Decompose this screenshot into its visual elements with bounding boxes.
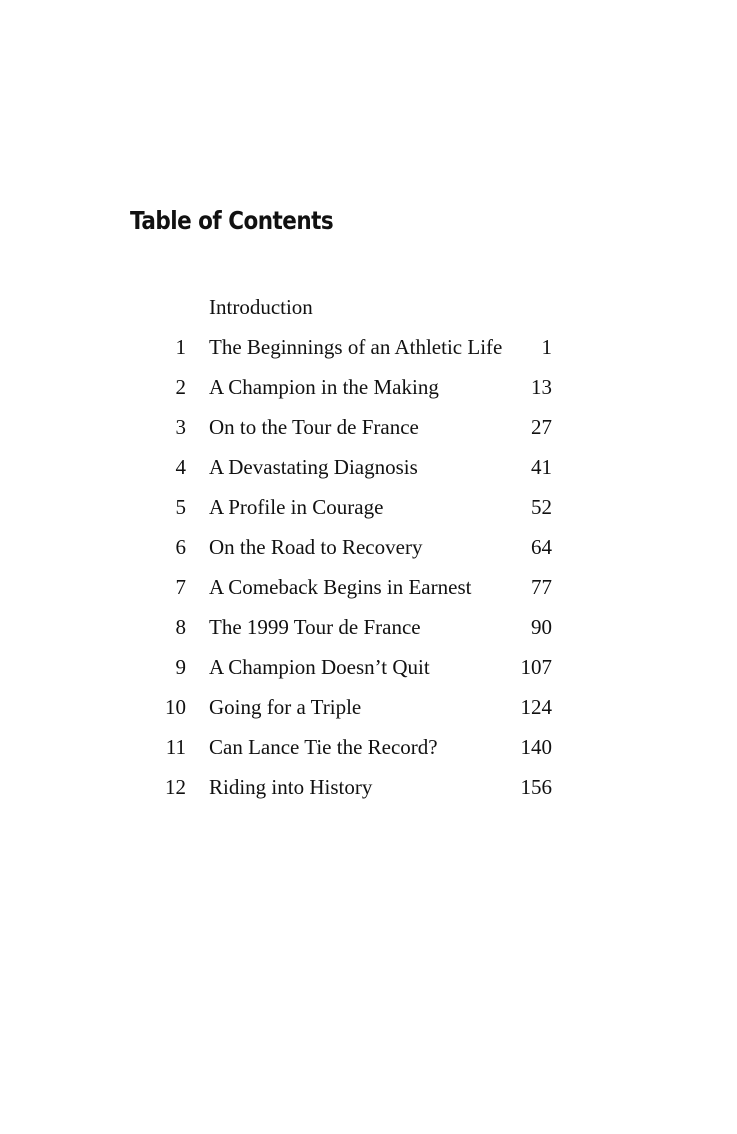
chapter-page-number: 107 bbox=[520, 655, 552, 679]
chapter-title: A Devastating Diagnosis bbox=[209, 455, 418, 479]
chapter-title: Introduction bbox=[209, 295, 313, 319]
chapter-number: 9 bbox=[175, 655, 186, 679]
chapter-number: 3 bbox=[175, 415, 186, 439]
chapter-page-number: 1 bbox=[541, 335, 552, 359]
chapter-title: Can Lance Tie the Record? bbox=[209, 735, 438, 759]
toc-entry-chapter-3 bbox=[0, 412, 737, 452]
chapter-number: 5 bbox=[175, 495, 186, 519]
toc-entry-introduction bbox=[0, 292, 737, 332]
toc-entry-chapter-2 bbox=[0, 372, 737, 412]
chapter-number: 2 bbox=[175, 375, 186, 399]
chapter-page-number: 156 bbox=[520, 775, 552, 799]
toc-entry-chapter-7 bbox=[0, 572, 737, 612]
chapter-page-number: 124 bbox=[520, 695, 552, 719]
toc-entry-chapter-4 bbox=[0, 452, 737, 492]
chapter-page-number: 27 bbox=[531, 415, 552, 439]
toc-entry-chapter-8 bbox=[0, 612, 737, 652]
chapter-title: The Beginnings of an Athletic Life bbox=[209, 335, 503, 359]
chapter-number: 7 bbox=[175, 575, 186, 599]
chapter-number: 1 bbox=[175, 335, 186, 359]
page-title: Table of Contents bbox=[130, 206, 334, 235]
chapter-page-number: 64 bbox=[531, 535, 552, 559]
table-of-contents bbox=[0, 292, 737, 812]
chapter-title: On the Road to Recovery bbox=[209, 535, 423, 559]
chapter-title: A Comeback Begins in Earnest bbox=[209, 575, 472, 599]
chapter-number: 12 bbox=[165, 775, 186, 799]
chapter-title: Going for a Triple bbox=[209, 695, 362, 719]
toc-entry-chapter-9 bbox=[0, 652, 737, 692]
toc-entry-chapter-1 bbox=[0, 332, 737, 372]
toc-entry-chapter-12 bbox=[0, 772, 737, 812]
chapter-page-number: 13 bbox=[531, 375, 552, 399]
chapter-number: 11 bbox=[165, 735, 186, 759]
chapter-page-number: 41 bbox=[531, 455, 552, 479]
chapter-title: A Profile in Courage bbox=[209, 495, 384, 519]
chapter-number: 4 bbox=[175, 455, 186, 479]
chapter-title: A Champion Doesn’t Quit bbox=[209, 655, 430, 679]
chapter-title: The 1999 Tour de France bbox=[209, 615, 421, 639]
chapter-title: On to the Tour de France bbox=[209, 415, 419, 439]
chapter-page-number: 90 bbox=[531, 615, 552, 639]
chapter-title: Riding into History bbox=[209, 775, 373, 799]
chapter-page-number: 52 bbox=[531, 495, 552, 519]
toc-entry-chapter-5 bbox=[0, 492, 737, 532]
chapter-page-number: 140 bbox=[520, 735, 552, 759]
toc-entry-chapter-6 bbox=[0, 532, 737, 572]
chapter-number: 10 bbox=[165, 695, 186, 719]
toc-entry-chapter-10 bbox=[0, 692, 737, 732]
chapter-number: 6 bbox=[175, 535, 186, 559]
chapter-title: A Champion in the Making bbox=[209, 375, 439, 399]
chapter-number: 8 bbox=[175, 615, 186, 639]
chapter-page-number: 77 bbox=[531, 575, 552, 599]
toc-entry-chapter-11 bbox=[0, 732, 737, 772]
